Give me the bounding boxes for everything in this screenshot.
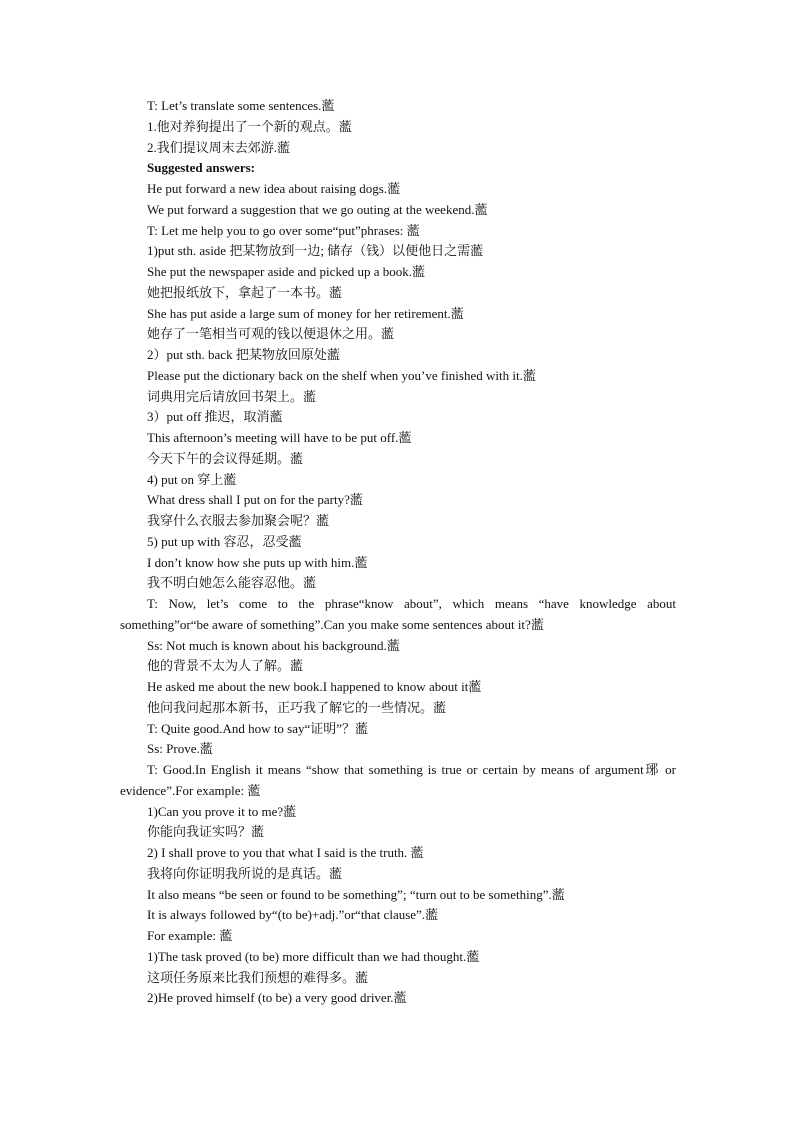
text-line: 词典用完后请放回书架上。蘫: [147, 388, 317, 404]
text-line: 这项任务原来比我们预想的难得多。蘫: [147, 969, 369, 985]
text-line: T: Let me help you to go over some“put”phrases: 蘫: [147, 222, 420, 238]
text-line: 你能向我证实吗？蘫: [147, 824, 265, 840]
text-line: It also means “be seen or found to be something”; “turn out to be something”.蘫: [147, 886, 565, 902]
text-line: 今天下午的会议得延期。蘫: [147, 450, 304, 466]
text-line: 3）put off 推迟，取消蘫: [147, 409, 283, 425]
text-line: He asked me about the new book.I happened to know about it蘫: [147, 679, 482, 694]
text-line: She has put aside a large sum of money for her retirement.蘫: [147, 305, 464, 321]
text-line: 1)The task proved (to be) more difficult than we had thought.蘫: [147, 948, 480, 964]
text-line: 2)He proved himself (to be) a very good driver.蘫: [147, 990, 407, 1006]
text-line: 5) put up with 容忍，忍受蘫: [147, 533, 302, 549]
text-line: 她存了一笔相当可观的钱以便退休之用。蘫: [147, 326, 395, 342]
text-line: 她把报纸放下，拿起了一本书。蘫: [147, 284, 343, 300]
text-line: It is always followed by“(to be)+adj.”or“that clause”.蘫: [147, 907, 439, 923]
text-line: 我将向你证明我所说的是真话。蘫: [147, 865, 343, 881]
text-line: 我不明白她怎么能容忍他。蘫: [147, 575, 317, 591]
text-line: 我穿什么衣服去参加聚会呢？蘫: [147, 513, 330, 528]
text-line: 1)put sth. aside 把某物放到一边; 储存（钱）以便他日之需蘫: [147, 243, 484, 259]
text-line: 1)Can you prove it to me?蘫: [147, 803, 297, 819]
text-line: 2）put sth. back 把某物放回原处蘫: [147, 347, 340, 362]
text-line: He put forward a new idea about raising dogs.蘫: [147, 181, 401, 196]
text-line: T: Quite good.And how to say“证明”？蘫: [147, 720, 369, 736]
text-line: For example: 蘫: [147, 928, 233, 943]
text-line: Please put the dictionary back on the shelf when you’ve finished with it.蘫: [147, 367, 536, 383]
text-paragraph: T: Now, let’s come to the phrase“know about”, which means “have knowledge about something”or“be aware of something”.Can you make some sentences about it?蘫: [120, 596, 676, 632]
lesson-text: [120, 96, 676, 1009]
text-line: This afternoon’s meeting will have to be put off.蘫: [147, 430, 412, 445]
text-line: She put the newspaper aside and picked up a book.蘫: [147, 264, 425, 279]
text-line: I don’t know how she puts up with him.蘫: [147, 554, 368, 570]
section-heading: Suggested answers:: [147, 160, 255, 176]
text-line: 4) put on 穿上蘫: [147, 471, 237, 487]
text-line: 他问我问起那本新书，正巧我了解它的一些情况。蘫: [147, 699, 447, 715]
text-line: What dress shall I put on for the party?蘫: [147, 492, 363, 508]
text-line: 2) I shall prove to you that what I said is the truth. 蘫: [147, 845, 424, 860]
text-paragraph: T: Good.In English it means “show that something is true or certain by means of argument琊 or evidence”.For example: 蘫: [120, 762, 676, 798]
text-line: 他的背景不太为人了解。蘫: [147, 658, 304, 674]
text-line: Ss: Not much is known about his background.蘫: [147, 637, 400, 653]
text-line: 1.他对养狗提出了一个新的观点。蘫: [147, 118, 352, 134]
text-line: Ss: Prove.蘫: [147, 741, 213, 757]
text-line: T: Let’s translate some sentences.蘫: [147, 98, 335, 113]
text-line: 2.我们提议周末去郊游.蘫: [147, 139, 291, 155]
text-line: We put forward a suggestion that we go outing at the weekend.蘫: [147, 201, 488, 217]
